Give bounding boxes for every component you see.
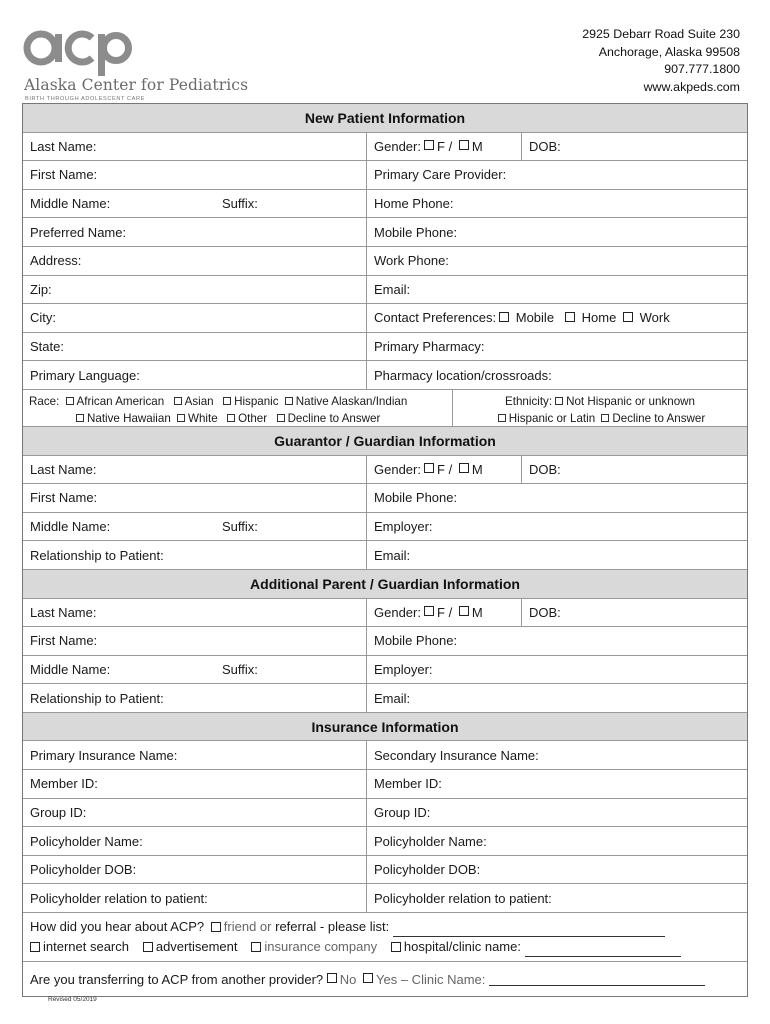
field-label: DOB: [529, 604, 561, 620]
address-field[interactable] [23, 247, 367, 275]
field-label: Gender: [374, 138, 421, 154]
form-row [23, 855, 747, 884]
form-row [23, 189, 747, 218]
primary-policyholder-dob-field[interactable] [23, 856, 367, 884]
zip-field[interactable] [23, 276, 367, 304]
field-label: Primary Language: [30, 367, 140, 383]
field-label: Hispanic or Latin [508, 411, 596, 425]
field-label: Middle Name: [30, 196, 111, 212]
logo-name: Alaska Center for Pediatrics [24, 76, 249, 94]
field-label: Policyholder Name: [30, 833, 143, 849]
secondary-member-id-field[interactable] [367, 770, 747, 798]
field-label: Yes – Clinic Name: [376, 971, 486, 987]
checkbox-icon[interactable] [327, 973, 337, 983]
field-label: Decline to Answer [287, 411, 381, 425]
referral-source-row [23, 912, 747, 961]
field-label: Last Name: [30, 604, 97, 620]
preferred-name-field[interactable] [23, 218, 367, 246]
guarantor-middle-name-field[interactable] [23, 513, 367, 541]
field-label: Decline to Answer [612, 411, 706, 425]
address-phone: 907.777.1800 [664, 62, 740, 76]
form-row [23, 303, 747, 332]
field-label: Mobile Phone: [374, 224, 458, 240]
guarantor-last-name-field[interactable] [23, 456, 367, 484]
address-web[interactable]: www.akpeds.com [643, 79, 740, 94]
field-label: Last Name: [30, 138, 97, 154]
pharmacy-location-field[interactable] [367, 361, 747, 389]
state-field[interactable] [23, 333, 367, 361]
field-label: Middle Name: [30, 661, 111, 677]
field-label: Email: [374, 690, 411, 706]
checkbox-icon[interactable] [177, 414, 185, 422]
dob-field[interactable] [522, 133, 747, 161]
field-label: Policyholder relation to patient: [30, 890, 208, 906]
field-label: Work [639, 310, 670, 326]
additional-first-name-field[interactable] [23, 627, 367, 655]
race-field [23, 390, 453, 426]
checkbox-icon[interactable] [277, 414, 285, 422]
field-label: Member ID: [374, 776, 442, 792]
field-label: Gender: [374, 604, 421, 620]
field-label: Primary Care Provider: [374, 167, 507, 183]
field-label: friend or [223, 919, 272, 935]
checkbox-icon[interactable] [424, 140, 434, 150]
field-label: Mobile [515, 310, 555, 326]
guarantor-employer-field[interactable] [367, 513, 747, 541]
field-label: Asian [184, 394, 214, 408]
additional-mobile-phone-field[interactable] [367, 627, 747, 655]
field-label: M [471, 138, 483, 154]
additional-relationship-field[interactable] [23, 684, 367, 712]
field-label: F [436, 604, 445, 620]
gender-field[interactable] [367, 133, 522, 161]
field-label: Employer: [374, 661, 433, 677]
field-label: Relationship to Patient: [30, 547, 164, 563]
last-name-field[interactable] [23, 133, 367, 161]
field-label: First Name: [30, 167, 98, 183]
field-label: Group ID: [374, 804, 431, 820]
checkbox-icon[interactable] [601, 414, 609, 422]
address-street: 2925 Debarr Road Suite 230 [582, 27, 740, 41]
field-label: Policyholder DOB: [30, 862, 137, 878]
form-row [23, 798, 747, 827]
field-label: Pharmacy location/crossroads: [374, 367, 552, 383]
field-label: Ethnicity: [505, 394, 553, 408]
clinic-address [582, 26, 740, 96]
checkbox-icon[interactable] [499, 312, 509, 322]
field-label: referral - please list: [275, 919, 390, 935]
checkbox-icon[interactable] [391, 942, 401, 952]
form-row [23, 626, 747, 655]
checkbox-icon[interactable] [251, 942, 261, 952]
field-label: / [448, 461, 453, 477]
form-row [23, 883, 747, 912]
additional-dob-field[interactable] [522, 599, 747, 627]
suffix-label: Suffix: [222, 196, 258, 212]
field-label: Policyholder relation to patient: [374, 890, 552, 906]
checkbox-icon[interactable] [424, 463, 434, 473]
first-name-field[interactable] [23, 161, 367, 189]
field-label: Native Alaskan/Indian [295, 394, 408, 408]
checkbox-icon[interactable] [227, 414, 235, 422]
secondary-policyholder-name-field[interactable] [367, 827, 747, 855]
field-label: Zip: [30, 281, 52, 297]
patient-form [22, 103, 748, 997]
field-label: Not Hispanic or unknown [566, 394, 695, 408]
field-label: Primary Insurance Name: [30, 747, 178, 763]
suffix-label: Suffix: [222, 519, 258, 535]
field-label: Primary Pharmacy: [374, 339, 485, 355]
field-label: Secondary Insurance Name: [374, 747, 539, 763]
form-row [23, 360, 747, 389]
field-label: M [471, 604, 483, 620]
form-row [23, 483, 747, 512]
field-label: City: [30, 310, 56, 326]
checkbox-icon[interactable] [223, 397, 231, 405]
checkbox-icon[interactable] [211, 922, 221, 932]
secondary-insurance-name-field[interactable] [367, 741, 747, 769]
middle-name-field[interactable] [23, 190, 367, 218]
referral-question: How did you hear about ACP? [30, 919, 205, 935]
section-header-additional-guardian: Additional Parent / Guardian Information [23, 569, 747, 598]
checkbox-icon[interactable] [76, 414, 84, 422]
checkbox-icon[interactable] [174, 397, 182, 405]
checkbox-icon[interactable] [459, 463, 469, 473]
checkbox-icon[interactable] [30, 942, 40, 952]
form-row [23, 455, 747, 484]
field-label: Race: [29, 394, 60, 408]
form-row [23, 132, 747, 161]
field-label: Hispanic [234, 394, 279, 408]
checkbox-icon[interactable] [565, 312, 575, 322]
form-row [23, 275, 747, 304]
field-label: Email: [374, 547, 411, 563]
field-label: Email: [374, 281, 411, 297]
field-label: Mobile Phone: [374, 633, 458, 649]
field-label: Last Name: [30, 461, 97, 477]
primary-group-id-field[interactable] [23, 799, 367, 827]
contact-preferences-field[interactable] [367, 304, 747, 332]
field-label: African American [76, 394, 165, 408]
field-label: F [436, 461, 445, 477]
primary-care-provider-field[interactable] [367, 161, 747, 189]
field-label: Policyholder Name: [374, 833, 487, 849]
field-label: Member ID: [30, 776, 98, 792]
field-label: Employer: [374, 519, 433, 535]
secondary-policyholder-dob-field[interactable] [367, 856, 747, 884]
checkbox-icon[interactable] [66, 397, 74, 405]
suffix-label: Suffix: [222, 661, 258, 677]
checkbox-icon[interactable] [459, 606, 469, 616]
form-row [23, 217, 747, 246]
field-label: Other [238, 411, 268, 425]
additional-employer-field[interactable] [367, 656, 747, 684]
clinic-name-input[interactable] [489, 973, 705, 986]
checkbox-icon[interactable] [498, 414, 506, 422]
guarantor-gender-field[interactable] [367, 456, 522, 484]
field-label: Preferred Name: [30, 224, 127, 240]
primary-member-id-field[interactable] [23, 770, 367, 798]
form-row [23, 540, 747, 569]
secondary-group-id-field[interactable] [367, 799, 747, 827]
field-label: F [436, 138, 445, 154]
form-row [23, 655, 747, 684]
field-label: Group ID: [30, 804, 87, 820]
field-label: / [448, 604, 453, 620]
field-label: White [188, 411, 218, 425]
form-row [23, 769, 747, 798]
checkbox-icon[interactable] [285, 397, 293, 405]
work-phone-field[interactable] [367, 247, 747, 275]
guarantor-first-name-field[interactable] [23, 484, 367, 512]
section-header-insurance: Insurance Information [23, 712, 747, 741]
additional-gender-field[interactable] [367, 599, 522, 627]
field-label: hospital/clinic name: [403, 939, 521, 955]
field-label: Middle Name: [30, 519, 111, 535]
revision-date: Revised 05/2019 [48, 996, 97, 1003]
email-field[interactable] [367, 276, 747, 304]
section-header-new-patient: New Patient Information [23, 104, 747, 132]
field-label: M [471, 461, 483, 477]
field-label: State: [30, 339, 64, 355]
field-label: Native Hawaiian [87, 411, 171, 425]
guarantor-relationship-field[interactable] [23, 541, 367, 569]
primary-language-field[interactable] [23, 361, 367, 389]
field-label: DOB: [529, 461, 561, 477]
referral-input[interactable] [393, 924, 665, 937]
city-field[interactable] [23, 304, 367, 332]
checkbox-icon[interactable] [363, 973, 373, 983]
acp-logo-mark [22, 20, 134, 76]
form-row [23, 598, 747, 627]
form-row [23, 332, 747, 361]
primary-pharmacy-field[interactable] [367, 333, 747, 361]
field-label: insurance company [264, 939, 378, 955]
checkbox-icon[interactable] [424, 606, 434, 616]
additional-middle-name-field[interactable] [23, 656, 367, 684]
field-label: / [448, 138, 453, 154]
secondary-policyholder-relation-field[interactable] [367, 884, 747, 912]
form-row [23, 512, 747, 541]
field-label: Contact Preferences: [374, 310, 497, 326]
additional-email-field[interactable] [367, 684, 747, 712]
field-label: Mobile Phone: [374, 490, 458, 506]
field-label: First Name: [30, 633, 98, 649]
transfer-question: Are you transferring to ACP from another provider? [30, 971, 324, 987]
form-row [23, 740, 747, 769]
field-label: Address: [30, 253, 82, 269]
guarantor-email-field[interactable] [367, 541, 747, 569]
field-label: No [339, 971, 357, 987]
section-header-guarantor: Guarantor / Guardian Information [23, 426, 747, 455]
field-label: Home Phone: [374, 196, 454, 212]
field-label: First Name: [30, 490, 98, 506]
form-row [23, 683, 747, 712]
field-label: Work Phone: [374, 253, 449, 269]
primary-policyholder-relation-field[interactable] [23, 884, 367, 912]
ethnicity-field [453, 390, 747, 426]
field-label: Policyholder DOB: [374, 862, 481, 878]
field-label: internet search [43, 939, 129, 955]
primary-policyholder-name-field[interactable] [23, 827, 367, 855]
form-row [23, 826, 747, 855]
checkbox-icon[interactable] [623, 312, 633, 322]
field-label: advertisement [155, 939, 238, 955]
form-row [23, 246, 747, 275]
field-label: Home [581, 310, 617, 326]
checkbox-icon[interactable] [143, 942, 153, 952]
guarantor-dob-field[interactable] [522, 456, 747, 484]
race-ethnicity-row [23, 389, 747, 426]
field-label: DOB: [529, 138, 561, 154]
home-phone-field[interactable] [367, 190, 747, 218]
field-label: Relationship to Patient: [30, 690, 164, 706]
acp-logo [22, 20, 252, 106]
guarantor-mobile-phone-field[interactable] [367, 484, 747, 512]
transfer-row [23, 961, 747, 996]
hospital-clinic-input[interactable] [525, 944, 681, 957]
checkbox-icon[interactable] [555, 397, 563, 405]
form-row [23, 160, 747, 189]
field-label: Gender: [374, 461, 421, 477]
logo-tagline: BIRTH THROUGH ADOLESCENT CARE [25, 96, 145, 102]
additional-last-name-field[interactable] [23, 599, 367, 627]
primary-insurance-name-field[interactable] [23, 741, 367, 769]
address-city: Anchorage, Alaska 99508 [598, 44, 740, 59]
mobile-phone-field[interactable] [367, 218, 747, 246]
checkbox-icon[interactable] [459, 140, 469, 150]
